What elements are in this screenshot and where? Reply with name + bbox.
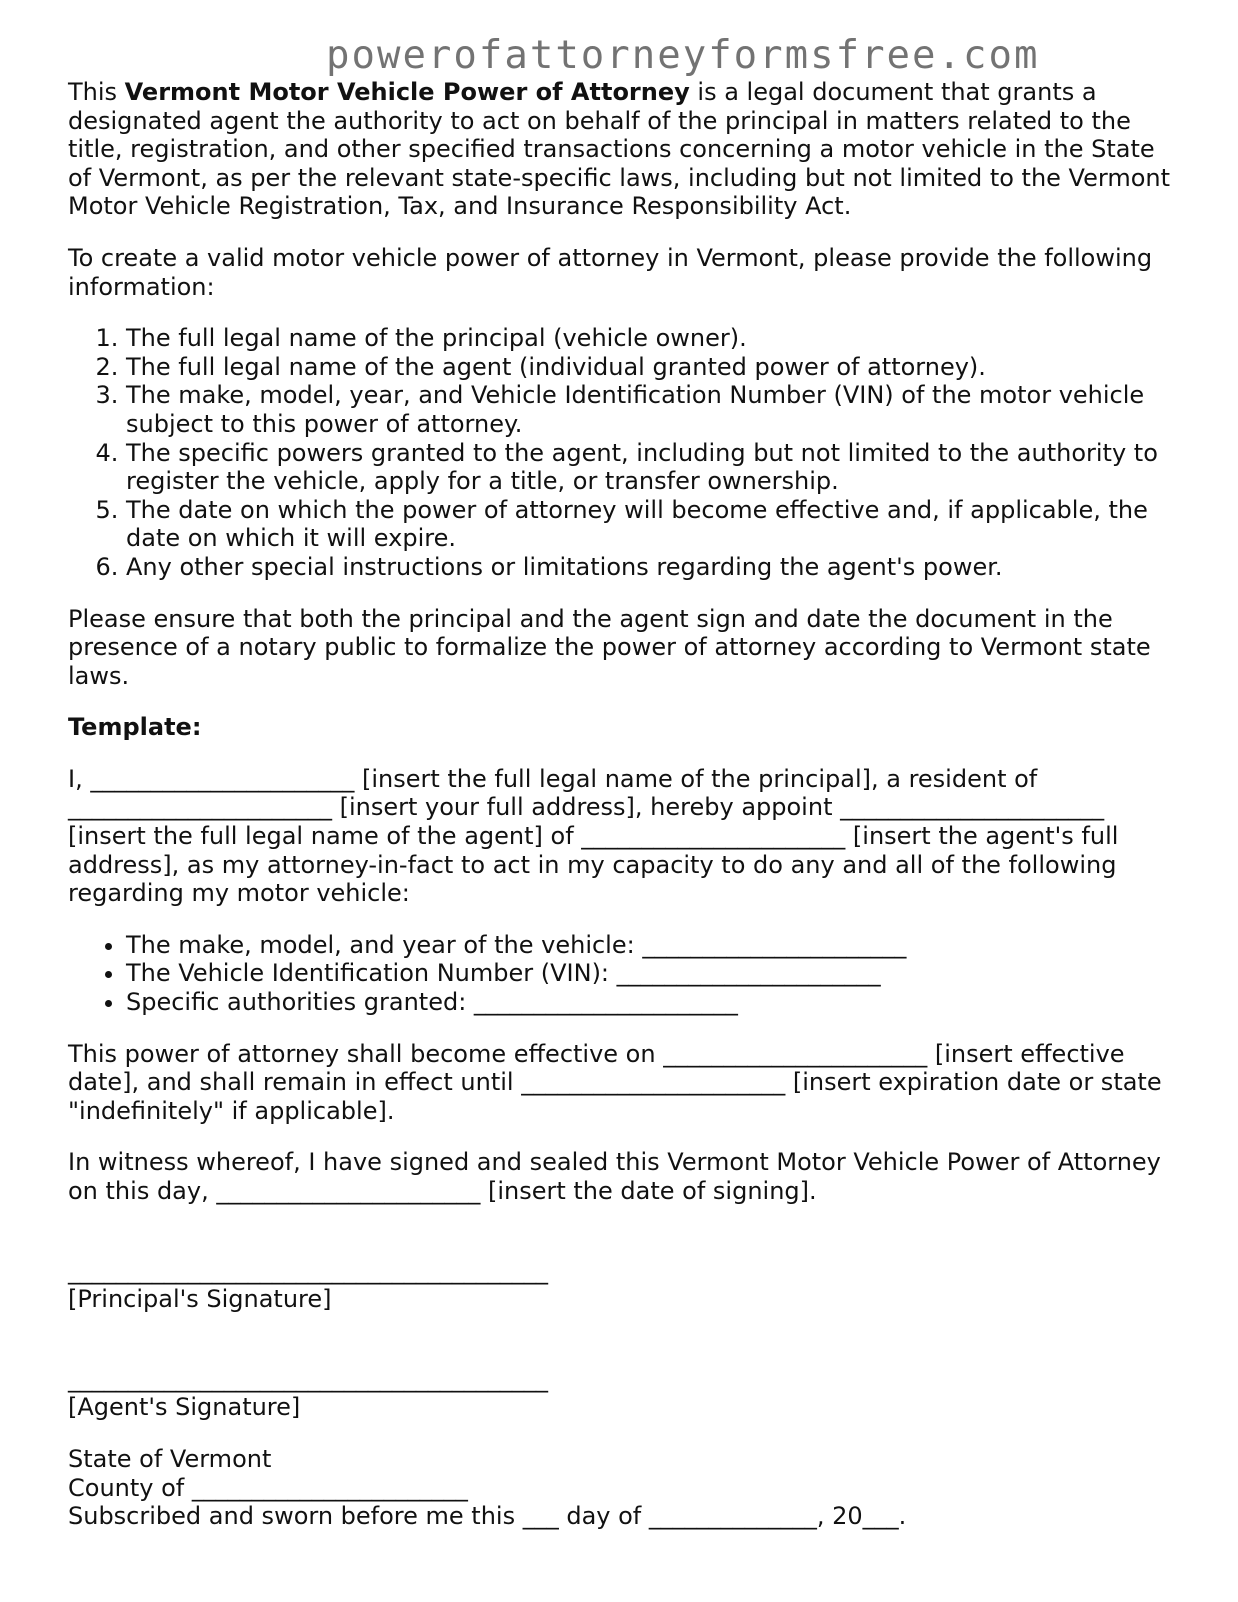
effective-paragraph: This power of attorney shall become effective on ______________________ [insert effective date], and shall remain in effect until ______________________ [insert expiration date or state "indefinitely" if applicable]. — [68, 1039, 1162, 1125]
list-item: 4. The specific powers granted to the agent, including but not limited to the authority to register the vehicle, apply for a title, or transfer ownership. — [126, 439, 1178, 496]
list-item: • The make, model, and year of the vehicle: ______________________ — [126, 931, 1178, 960]
appointment-paragraph: I, ______________________ [insert the full legal name of the principal], a resident of ______________________ [insert your full address], hereby appoint ______________________ [insert the full legal name of the agent] of ______________________ [insert the agent's full address], as my attorney-in-fact to act in my capacity to do any and all of the following regarding my motor vehicle: — [68, 764, 1119, 908]
watermark: powerofattorneyformsfree.com — [326, 33, 1040, 78]
intro-title: Vermont Motor Vehicle Power of Attorney — [124, 78, 690, 106]
notary-county: County of _______________________ — [68, 1473, 468, 1502]
agent-signature-label: [Agent's Signature] — [68, 1393, 301, 1422]
requirements-list — [68, 324, 1178, 581]
instructions-intro: To create a valid motor vehicle power of attorney in Vermont, please provide the following information: — [68, 243, 1153, 301]
template-heading-text: Template: — [68, 713, 202, 742]
principal-signature-line: ________________________________________ — [68, 1256, 548, 1285]
intro-paragraph — [68, 78, 1178, 221]
vehicle-fields-list — [68, 931, 1178, 1017]
list-item: 1. The full legal name of the principal (vehicle owner). — [126, 324, 1178, 353]
list-item: 5. The date on which the power of attorney will become effective and, if applicable, the date on which it will expire. — [126, 496, 1178, 553]
notary-state: State of Vermont — [68, 1444, 272, 1473]
list-item: • The Vehicle Identification Number (VIN): ______________________ — [126, 959, 1178, 988]
template-heading — [68, 713, 1178, 742]
intro-pre: This — [68, 78, 125, 106]
list-item: • Specific authorities granted: ______________________ — [126, 988, 1178, 1017]
principal-signature-label: [Principal's Signature] — [68, 1285, 332, 1314]
witness-paragraph: In witness whereof, I have signed and sealed this Vermont Motor Vehicle Power of Attorney on this day, ______________________ [insert the date of signing]. — [68, 1148, 1161, 1205]
notary-subscribed: Subscribed and sworn before me this ___ day of ______________, 20___. — [68, 1502, 907, 1531]
notary-block — [68, 1445, 1178, 1531]
intro-post: is a legal document that grants a designated agent the authority to act on behalf of the principal in matters related to the title, registration, and other specified transactions concerning a motor vehicle in the State of Vermont, as per the relevant state-specific laws, including but not limited to the Vermont Motor Vehicle Registration, Tax, and Insurance Responsibility Act. — [68, 78, 1171, 221]
list-item: 2. The full legal name of the agent (individual granted power of attorney). — [126, 353, 1178, 382]
document-body — [68, 78, 1178, 1531]
agent-signature-line: ________________________________________ — [68, 1364, 548, 1393]
notary-note: Please ensure that both the principal and the agent sign and date the document in the presence of a notary public to formalize the power of attorney according to Vermont state laws. — [68, 604, 1151, 690]
list-item: 3. The make, model, year, and Vehicle Identification Number (VIN) of the motor vehicle subject to this power of attorney. — [126, 381, 1178, 438]
list-item: 6. Any other special instructions or limitations regarding the agent's power. — [126, 553, 1178, 582]
